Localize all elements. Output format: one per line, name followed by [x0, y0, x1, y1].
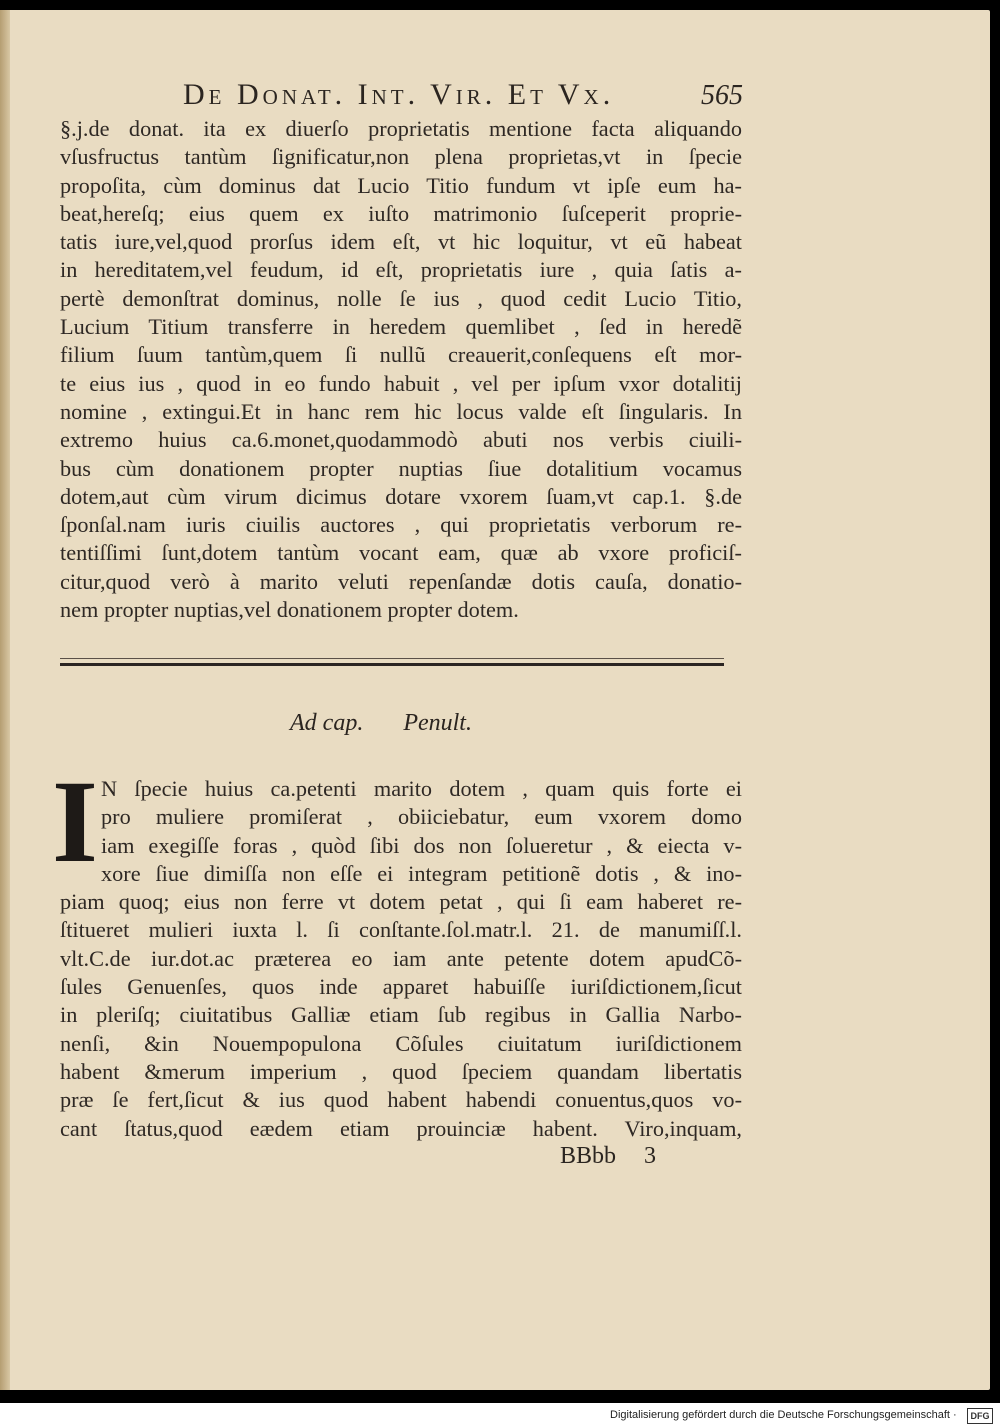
text-line: piam quoq; eius non ferre vt dotem petat , qui ſi eam haberet re-	[60, 889, 742, 915]
text-line: tentiſſimi ſunt,dotem tantùm vocant eam, quæ ab vxore proficiſ-	[60, 540, 742, 566]
text-line: te eius ius , quod in eo fundo habuit , vel per ipſum vxor dotalitij	[60, 370, 742, 396]
page-binding-edge	[0, 10, 10, 1390]
text-line: §.j.de donat. ita ex diuerſo proprietatis mentione facta aliquando	[60, 116, 742, 141]
text-line: iam exegiſſe foras , quòd ſibi dos non ſolueretur , & eiecta v-	[101, 832, 742, 858]
text-line: vlt.C.de iur.dot.ac præterea eo iam ante petente dotem apudCõ-	[60, 945, 742, 971]
signature-mark	[560, 1143, 656, 1170]
text-line: Lucium Titium transferre in heredem quemlibet , ſed in heredẽ	[60, 314, 742, 340]
text-line: vſusfructus tantùm ſignificatur,non plena proprietas,vt in ſpecie	[60, 144, 742, 170]
text-line: propoſita, cùm dominus dat Lucio Titio fundum vt ipſe eum ha-	[60, 172, 742, 198]
section-heading-part2: Penult.	[403, 710, 472, 736]
text-line: nomine , extingui.Et in hanc rem hic locus valde eſt ſingularis. In	[60, 398, 742, 424]
section-heading	[290, 710, 512, 737]
drop-cap-initial: I	[52, 756, 98, 887]
running-title: De Donat. Int. Vir. Et Vx.	[183, 78, 615, 111]
text-line: ſules Genuenſes, quos inde apparet habuiſſe iuriſdictionem,ſicut	[60, 974, 742, 1000]
text-line: ſponſal.nam iuris ciuilis auctores , qui proprietatis verborum re-	[60, 512, 742, 538]
text-line: citur,quod verò à marito veluti repenſandæ dotis cauſa, donatio-	[60, 568, 742, 594]
section-divider-thin	[60, 658, 724, 659]
page-number: 565	[701, 80, 743, 111]
text-line: præ ſe fert,ſicut & ius quod habent habendi conuentus,quos vo-	[60, 1087, 742, 1113]
text-line: dotem,aut cùm virum dicimus dotare vxorem ſuam,vt cap.1. §.de	[60, 483, 742, 509]
text-block-bottom	[60, 775, 742, 1143]
text-line: nenſi, &in Nouempopulona Cõſules ciuitatum iuriſdictionem	[60, 1030, 742, 1056]
dfg-logo: DFG	[967, 1408, 993, 1424]
text-line: tatis iure,vel,quod prorſus idem eſt, vt hic loquitur, vt eũ habeat	[60, 229, 742, 255]
section-heading-part1: Ad cap.	[290, 710, 364, 736]
digitization-credit: Digitalisierung gefördert durch die Deutsche Forschungsgemeinschaft ·	[610, 1409, 957, 1421]
text-line: beat,hereſq; eius quem ex iuſto matrimonio ſuſceperit proprie-	[60, 200, 742, 226]
text-line: filium ſuum tantùm,quem ſi nullũ creauerit,conſequens eſt mor-	[60, 342, 742, 368]
text-line: cant ſtatus,quod eædem etiam prouinciæ habent. Viro,inquam,	[60, 1115, 742, 1141]
text-line: in pleriſq; ciuitatibus Galliæ etiam ſub regibus in Gallia Narbo-	[60, 1002, 742, 1028]
text-line: xore ſiue dimiſſa non eſſe ei integram petitionẽ dotis , & ino-	[101, 860, 742, 886]
running-header	[183, 78, 743, 118]
text-line: habent &merum imperium , quod ſpeciem quandam libertatis	[60, 1058, 742, 1084]
text-line: bus cùm donationem propter nuptias ſiue dotalitium vocamus	[60, 455, 742, 481]
signature-letters: BBbb	[560, 1143, 617, 1169]
text-line: extremo huius ca.6.monet,quodammodò abuti nos verbis ciuili-	[60, 427, 742, 453]
text-line: ſtitueret mulieri iuxta l. ſi conſtante.ſol.matr.l. 21. de manumiſſ.l.	[60, 917, 742, 943]
text-line: pro muliere promiſerat , obiiciebatur, eum vxorem domo	[101, 804, 742, 830]
text-line: N ſpecie huius ca.petenti marito dotem , quam quis forte ei	[101, 776, 742, 801]
text-block-top	[60, 115, 742, 624]
section-divider	[60, 663, 724, 666]
text-line-last: nem propter nuptias,vel donationem propter dotem.	[60, 597, 519, 623]
signature-number: 3	[644, 1143, 657, 1169]
text-line: pertè demonſtrat dominus, nolle ſe ius , quod cedit Lucio Titio,	[60, 285, 742, 311]
text-line: in hereditatem,vel feudum, id eſt, proprietatis iure , quia ſatis a-	[60, 257, 742, 283]
